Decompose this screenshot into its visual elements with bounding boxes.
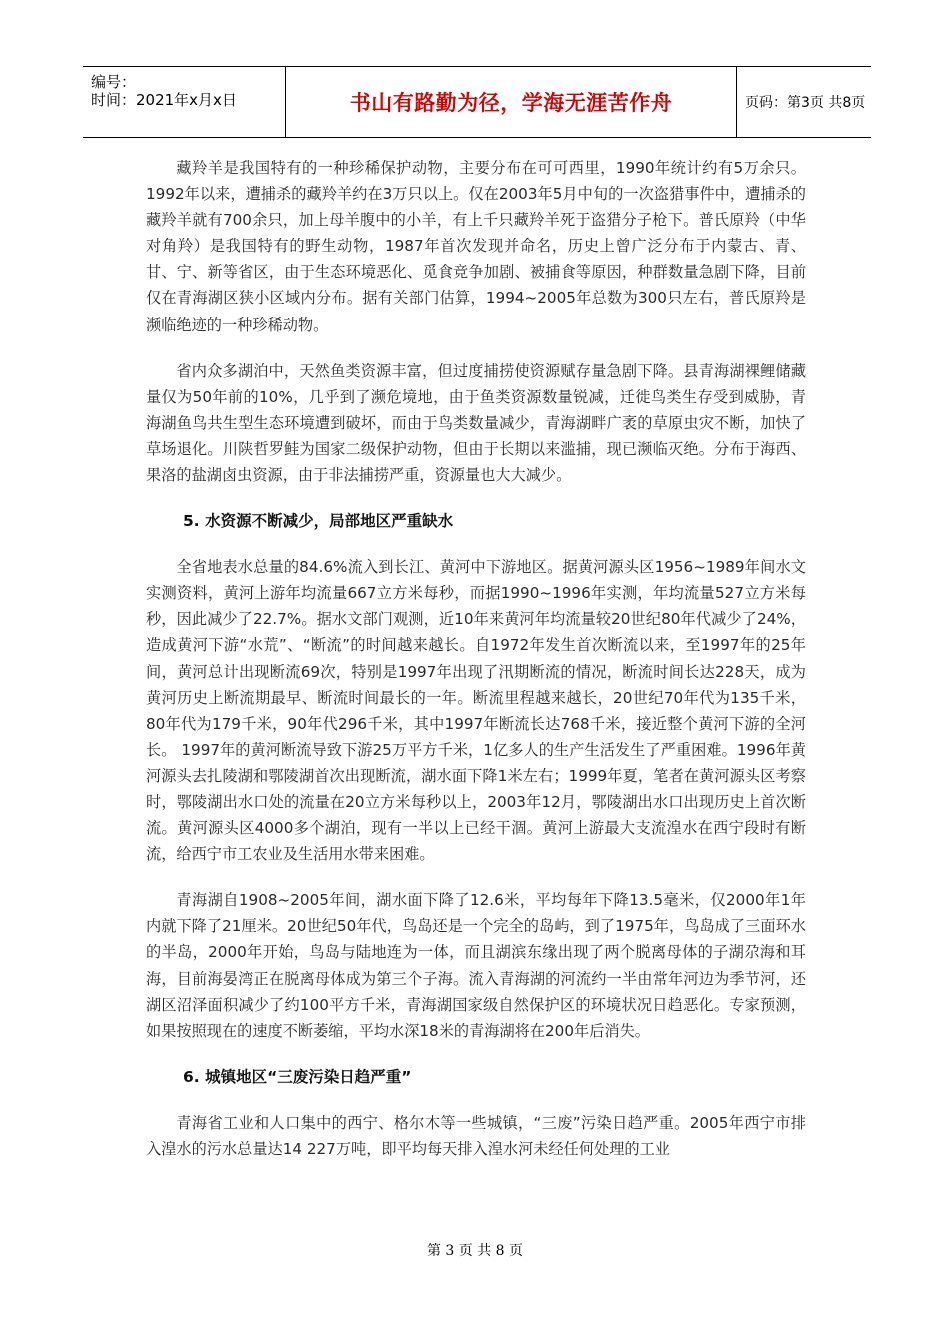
document-date-label: 时间：2021年x月x日 xyxy=(91,91,237,109)
header-left-cell xyxy=(83,67,285,137)
paragraph-tibetan-antelope: 藏羚羊是我国特有的一种珍稀保护动物，主要分布在可可西里，1990年统计约有5万余只。1992年以来，遭捕杀的藏羚羊约在3万只以上。仅在2003年5月中旬的一次盗猎事件中，遭捕杀的藏羚羊就有700余只，加上母羊腹中的小羊，有上千只藏羚羊死于盗猎分子枪下。普氏原羚（中华对角羚）是我国特有的野生动物，1987年首次发现并命名，历史上曾广泛分布于内蒙古、青、甘、宁、新等省区，由于生态环境恶化、觅食竞争加剧、被捕食等原因，种群数量急剧下降，目前仅在青海湖区狭小区域内分布。据有关部门估算，1994~2005年总数为300只左右，普氏原羚是濒临绝迹的一种珍稀动物。 xyxy=(146,159,806,334)
section-heading-pollution: 6. 城镇地区“三废污染日趋严重” xyxy=(183,1067,412,1086)
paragraph-yellow-river: 全省地表水总量的84.6%流入到长江、黄河中下游地区。据黄河源头区1956~1989年间水文实测资料，黄河上游年均流量667立方米每秒，而据1990~1996年实测，年均流量527立方米每秒，因此减少了22.7%。据水文部门观测，近10年来黄河年均流量较20世纪80年代减少了24%，造成黄河下游“水荒”、“断流”的时间越来越长。自1972年发生首次断流以来，至1997年的25年间，黄河总计出现断流69次，特别是1997年出现了汛期断流的情况，断流时间长达228天，成为黄河历史上断流期最早、断流时间最长的一年。断流里程越来越长，20世纪70年代为135千米，80年代为179千米，90年代296千米，其中1997年断流长达768千米，接近整个黄河下游的全河长。 1997年的黄河断流导致下游25万平方千米，1亿多人的生产生活发生了严重困难。1996年黄河源头去扎陵湖和鄂陵湖首次出现断流，湖水面下降1米左右；1999年夏，笔者在黄河源头区考察时，鄂陵湖出水口处的流量在20立方米每秒以上，2003年12月，鄂陵湖出水口出现历史上首次断流。黄河源头区4000多个湖泊，现有一半以上已经干涸。黄河上游最大支流湟水在西宁段时有断流，给西宁市工农业及生活用水带来困难。 xyxy=(146,558,806,864)
header-motto: 书山有路勤为径，学海无涯苦作舟 xyxy=(349,90,673,115)
paragraph-qinghai-lake: 青海湖自1908~2005年间，湖水面下降了12.6米，平均每年下降13.5毫米，仅2000年1年内就下降了21厘米。20世纪50年代，鸟岛还是一个完全的岛屿，到了1975年，鸟岛成了三面环水的半岛，2000年开始，鸟岛与陆地连为一体，而且湖滨东缘出现了两个脱离母体的子湖尕海和耳海，目前海晏湾正在脱离母体成为第三个子海。流入青海湖的河流约一半由常年河边为季节河，还湖区沼泽面积减少了约100平方千米，青海湖国家级自然保护区的环境状况日趋恶化。专家预测，如果按照现在的速度不断萎缩，平均水深18米的青海湖将在200年后消失。 xyxy=(146,891,806,1040)
header-page-cell xyxy=(737,67,871,137)
header-page-info: 页码：第3页 共8页 xyxy=(745,95,866,111)
page-header xyxy=(83,66,871,138)
page-footer: 第 3 页 共 8 页 xyxy=(426,1243,524,1259)
document-code-label: 编号： xyxy=(91,73,137,91)
document-body xyxy=(146,150,806,1162)
paragraph-urban-pollution: 青海省工业和人口集中的西宁、格尔木等一些城镇，“三废”污染日趋严重。2005年西宁市排入湟水的污水总量达14 227万吨，即平均每天排入湟水河未经任何处理的工业 xyxy=(146,1113,806,1158)
paragraph-fish-resources: 省内众多湖泊中，天然鱼类资源丰富，但过度捕捞使资源赋存量急剧下降。县青海湖裸鲤储藏量仅为50年前的10%，几乎到了濒危境地，由于鱼类资源数量锐减，迁徙鸟类生存受到威胁，青海湖鱼鸟共生型生态环境遭到破坏，而由于鸟类数量减少，青海湖畔广袤的草原虫灾不断，加快了草场退化。川陕哲罗鲑为国家二级保护动物，但由于长期以来滥捕，现已濒临灭绝。分布于海西、果洛的盐湖卤虫资源，由于非法捕捞严重，资源量也大大减少。 xyxy=(146,361,806,485)
header-motto-cell xyxy=(285,67,737,137)
section-heading-water: 5. 水资源不断减少，局部地区严重缺水 xyxy=(183,512,454,531)
